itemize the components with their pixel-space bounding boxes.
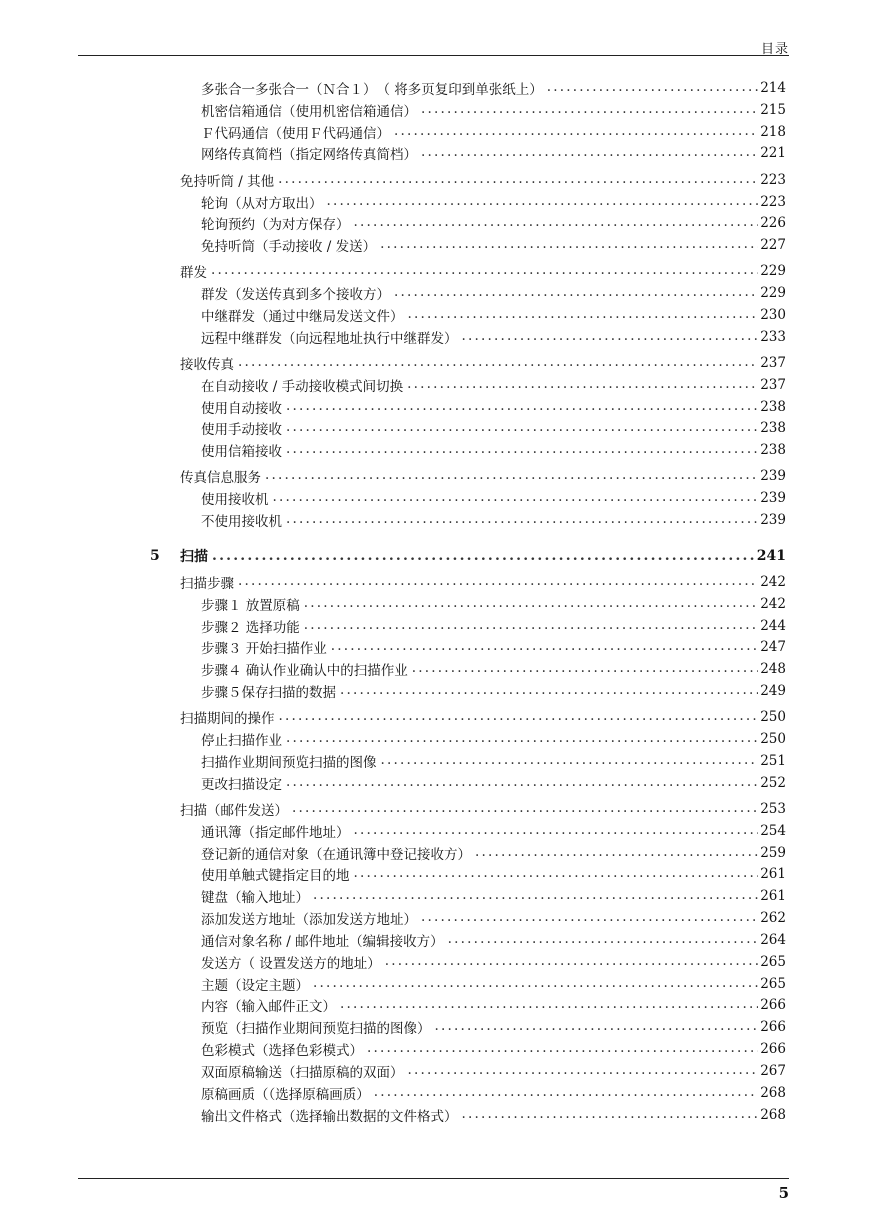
toc-subsection-entry[interactable] [201,283,786,303]
toc-subsection-entry[interactable] [201,143,786,163]
toc-dot-leader [408,308,759,322]
toc-entry-title: 扫描步骤 [180,576,234,592]
toc-dot-leader [286,513,758,527]
toc-entry-title: 网络传真简档（指定网络传真简档） [201,147,417,163]
toc-subsection-entry[interactable] [201,100,786,120]
toc-subsection-entry[interactable] [201,192,786,212]
toc-subsection-entry[interactable] [201,1105,786,1125]
toc-entry-title: 接收传真 [180,357,234,373]
toc-entry-title: 轮询预约（为对方保存） [201,217,350,233]
toc-dot-leader [265,469,758,483]
toc-subsection-entry[interactable] [201,995,786,1015]
toc-subsection-entry[interactable] [201,974,786,994]
toc-page-number: 239 [760,512,786,528]
toc-dot-leader [380,238,758,252]
toc-entry-title: 停止扫描作业 [201,733,282,749]
toc-dot-leader [367,1042,758,1056]
toc-page-number: 265 [760,976,786,992]
toc-subsection-entry[interactable] [201,1083,786,1103]
toc-entry-title: 扫描（邮件发送） [180,803,288,819]
toc-dot-leader [279,710,759,724]
toc-entry-title: 主题（设定主题） [201,978,309,994]
toc-subsection-entry[interactable] [201,729,786,749]
toc-entry-title: 在自动接收 / 手动接收模式间切换 [201,379,404,395]
toc-dot-leader [278,173,758,187]
toc-section-entry[interactable] [180,170,786,190]
toc-subsection-entry[interactable] [201,637,786,657]
page-number: 5 [778,1184,789,1202]
toc-dot-leader [547,81,758,95]
toc-entry-title: 多张合一多张合一（Ｎ合１） （ 将多页复印到单张纸上） [201,82,543,98]
toc-entry-title: 色彩模式（选择色彩模式） [201,1043,363,1059]
toc-subsection-entry[interactable] [201,440,786,460]
toc-subsection-entry[interactable] [201,510,786,530]
toc-entry-title: 使用单触式键指定目的地 [201,868,350,884]
toc-section-entry[interactable] [180,466,786,486]
toc-entry-title: 中继群发（通过中继局发送文件） [201,309,404,325]
toc-dot-leader [340,684,758,698]
toc-subsection-entry[interactable] [201,1061,786,1081]
toc-subsection-entry[interactable] [201,78,786,98]
toc-page-number: 268 [760,1107,786,1123]
toc-dot-leader [286,400,758,414]
toc-subsection-entry[interactable] [201,616,786,636]
toc-subsection-entry[interactable] [201,122,786,142]
toc-entry-title: 使用信箱接收 [201,444,282,460]
toc-dot-leader [462,330,759,344]
toc-dot-leader [273,491,759,505]
toc-dot-leader [292,802,758,816]
toc-section-entry[interactable] [180,707,786,727]
toc-page-number: 241 [756,548,786,564]
toc-entry-title: 传真信息服务 [180,470,261,486]
toc-page-number: 259 [760,845,786,861]
toc-section-entry[interactable] [180,799,786,819]
toc-subsection-entry[interactable] [201,886,786,906]
toc-page-number: 239 [760,468,786,484]
toc-entry-title: 输出文件格式（选择输出数据的文件格式） [201,1109,458,1125]
toc-dot-leader [286,443,758,457]
toc-subsection-entry[interactable] [201,397,786,417]
toc-subsection-entry[interactable] [201,305,786,325]
toc-subsection-entry[interactable] [201,773,786,793]
toc-dot-leader [394,286,758,300]
toc-page-number: 233 [760,329,786,345]
header-title: 目录 [760,42,789,57]
toc-dot-leader [212,549,755,563]
toc-page-number: 238 [760,420,786,436]
toc-subsection-entry[interactable] [201,751,786,771]
toc-section-entry[interactable] [180,572,786,592]
toc-dot-leader [385,955,758,969]
toc-dot-leader [286,421,758,435]
toc-entry-title: 内容（输入邮件正文） [201,999,336,1015]
toc-page-number: 247 [760,639,786,655]
toc-dot-leader [340,998,758,1012]
toc-dot-leader [435,1020,759,1034]
toc-dot-leader [412,662,758,676]
toc-page-number: 261 [760,866,786,882]
toc-page-number: 248 [760,661,786,677]
toc-subsection-entry[interactable] [201,659,786,679]
toc-entry-title: Ｆ代码通信（使用Ｆ代码通信） [201,126,390,142]
toc-dot-leader [304,597,758,611]
toc-page-number: 242 [760,574,786,590]
toc-entry-title: 扫描作业期间预览扫描的图像 [201,755,377,771]
toc-dot-leader [448,933,759,947]
toc-dot-leader [381,754,759,768]
toc-dot-leader [211,264,758,278]
toc-page-number: 242 [760,596,786,612]
toc-dot-leader [238,575,758,589]
toc-page-number: 251 [760,753,786,769]
toc-page-number: 267 [760,1063,786,1079]
toc-dot-leader [286,732,758,746]
toc-subsection-entry[interactable] [201,681,786,701]
toc-page-number: 249 [760,683,786,699]
toc-dot-leader [304,619,758,633]
toc-entry-title: 使用自动接收 [201,401,282,417]
toc-page-number: 250 [760,709,786,725]
toc-page-number: 230 [760,307,786,323]
toc-dot-leader [408,1064,759,1078]
toc-entry-title: 通讯簿（指定邮件地址） [201,825,350,841]
toc-dot-leader [354,867,759,881]
toc-page-number: 223 [760,194,786,210]
toc-chapter-entry[interactable] [180,546,786,566]
toc-page-number: 238 [760,399,786,415]
toc-page-number: 264 [760,932,786,948]
toc-entry-title: 步骤２ 选择功能 [201,620,300,636]
toc-entry-title: 轮询（从对方取出） [201,196,323,212]
toc-dot-leader [421,103,758,117]
toc-page-number: 239 [760,490,786,506]
toc-entry-title: 通信对象名称 / 邮件地址（编辑接收方） [201,934,444,950]
toc-dot-leader [354,216,759,230]
toc-page-number: 266 [760,1019,786,1035]
toc-entry-title: 步骤３ 开始扫描作业 [201,641,327,657]
toc-subsection-entry[interactable] [201,213,786,233]
toc-entry-title: 步骤５保存扫描的数据 [201,685,336,701]
toc-entry-title: 步骤４ 确认作业确认中的扫描作业 [201,663,408,679]
toc-dot-leader [354,824,759,838]
chapter-number: 5 [150,548,160,564]
toc-dot-leader [421,146,758,160]
toc-page-number: 266 [760,1041,786,1057]
toc-subsection-entry[interactable] [201,864,786,884]
toc-entry-title: 群发 [180,265,207,281]
toc-page-number: 227 [760,237,786,253]
toc-page-number: 253 [760,801,786,817]
toc-entry-title: 添加发送方地址（添加发送方地址） [201,912,417,928]
toc-entry-title: 更改扫描设定 [201,777,282,793]
toc-page-number: 215 [760,102,786,118]
toc-subsection-entry[interactable] [201,952,786,972]
toc-entry-title: 免持听筒 / 其他 [180,174,275,190]
toc-subsection-entry[interactable] [201,594,786,614]
toc-dot-leader [462,1108,759,1122]
toc-page-number: 223 [760,172,786,188]
toc-dot-leader [475,846,758,860]
toc-page-number: 226 [760,215,786,231]
toc-entry-title: 使用手动接收 [201,422,282,438]
toc-page-number: 244 [760,618,786,634]
toc-subsection-entry[interactable] [201,488,786,508]
toc-dot-leader [313,889,758,903]
toc-dot-leader [331,640,758,654]
toc-subsection-entry[interactable] [201,375,786,395]
toc-page-number: 229 [760,285,786,301]
toc-section-entry[interactable] [180,353,786,373]
toc-dot-leader [238,356,758,370]
toc-page-number: 254 [760,823,786,839]
toc-dot-leader [286,776,758,790]
toc-entry-title: 预览（扫描作业期间预览扫描的图像） [201,1021,431,1037]
toc-page-number: 237 [760,377,786,393]
toc-page-number: 265 [760,954,786,970]
toc-subsection-entry[interactable] [201,843,786,863]
toc-entry-title: 登记新的通信对象（在通讯簿中登记接收方） [201,847,471,863]
toc-page-number: 261 [760,888,786,904]
toc-page-number: 266 [760,997,786,1013]
toc-dot-leader [313,977,758,991]
header-rule [78,55,789,56]
toc-subsection-entry[interactable] [201,418,786,438]
toc-subsection-entry[interactable] [201,1039,786,1059]
toc-page-number: 238 [760,442,786,458]
toc-page-number: 252 [760,775,786,791]
toc-subsection-entry[interactable] [201,1017,786,1037]
toc-subsection-entry[interactable] [201,930,786,950]
toc-page-number: 268 [760,1085,786,1101]
toc-entry-title: 免持听筒（手动接收 / 发送） [201,239,377,255]
toc-page-number: 214 [760,80,786,96]
toc-dot-leader [407,378,758,392]
toc-entry-title: 群发（发送传真到多个接收方） [201,287,390,303]
toc-dot-leader [394,125,758,139]
toc-entry-title: 键盘（输入地址） [201,890,309,906]
toc-entry-title: 扫描期间的操作 [180,711,275,727]
toc-page-number: 221 [760,145,786,161]
toc-page-number: 237 [760,355,786,371]
toc-entry-title: 原稿画质（（选择原稿画质） [201,1087,370,1103]
toc-page-number: 250 [760,731,786,747]
toc-page-number: 229 [760,263,786,279]
toc-entry-title: 扫描 [180,549,208,565]
toc-entry-title: 机密信箱通信（使用机密信箱通信） [201,104,417,120]
toc-subsection-entry[interactable] [201,235,786,255]
toc-entry-title: 远程中继群发（向远程地址执行中继群发） [201,331,458,347]
toc-subsection-entry[interactable] [201,908,786,928]
toc-subsection-entry[interactable] [201,821,786,841]
toc-entry-title: 双面原稿输送（扫描原稿的双面） [201,1065,404,1081]
toc-entry-title: 不使用接收机 [201,514,282,530]
toc-dot-leader [374,1086,758,1100]
toc-subsection-entry[interactable] [201,327,786,347]
footer-rule [78,1178,789,1179]
toc-page-number: 262 [760,910,786,926]
toc-page-number: 218 [760,124,786,140]
toc-entry-title: 步骤１ 放置原稿 [201,598,300,614]
toc-section-entry[interactable] [180,261,786,281]
toc-entry-title: 使用接收机 [201,492,269,508]
toc-entry-title: 发送方（ 设置发送方的地址） [201,956,381,972]
toc-dot-leader [421,911,758,925]
toc-dot-leader [327,195,759,209]
